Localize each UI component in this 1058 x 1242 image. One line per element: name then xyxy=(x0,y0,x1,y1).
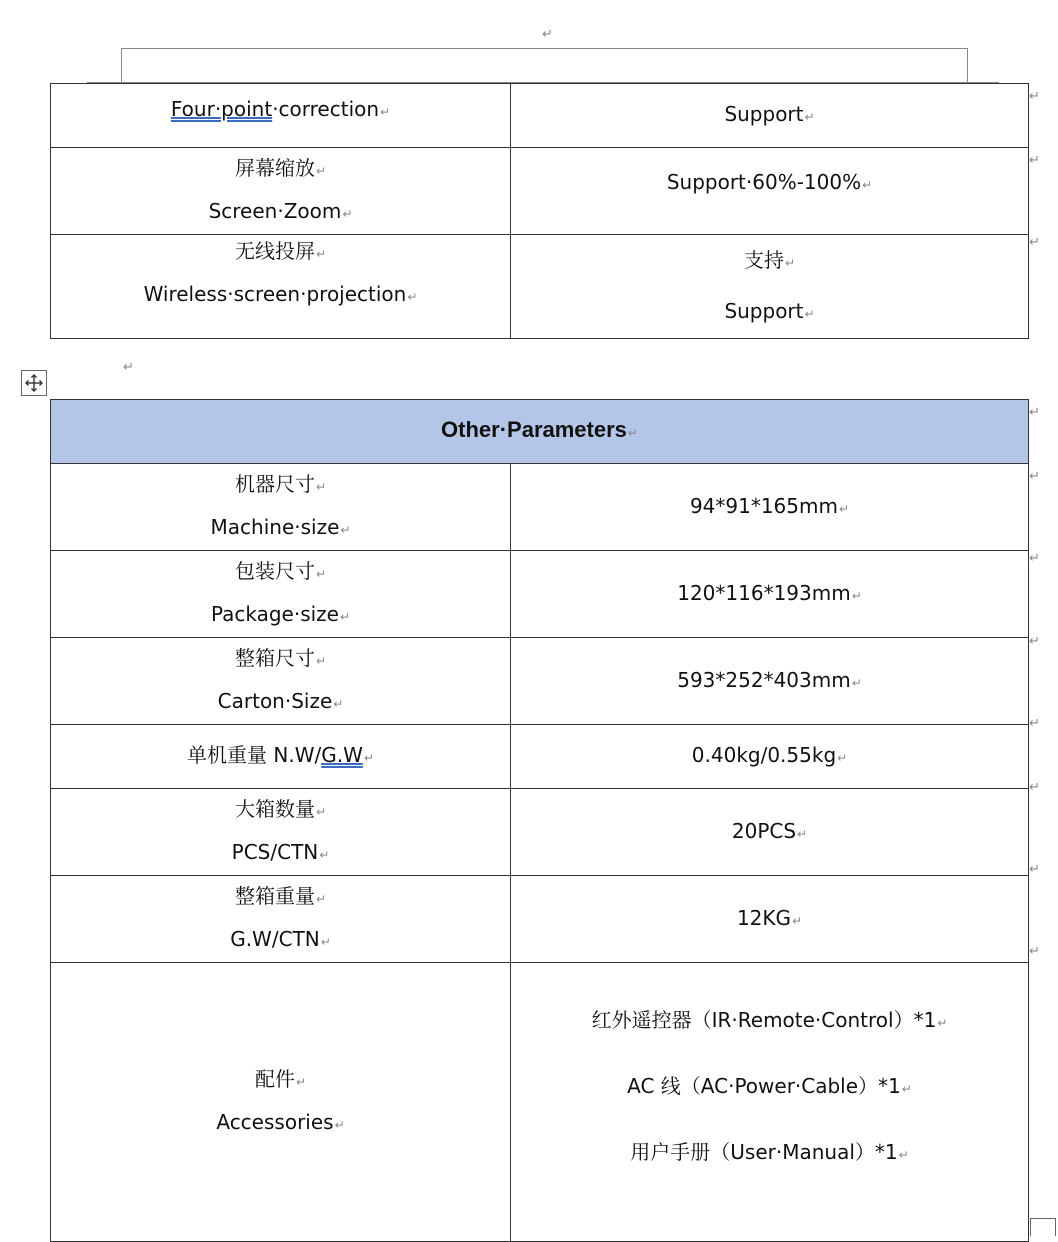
paragraph-mark: ↵ xyxy=(407,289,418,304)
table-cell-label[interactable] xyxy=(51,235,511,339)
paragraph-mark: ↵ xyxy=(319,848,330,862)
table-cell-label[interactable] xyxy=(51,876,511,963)
value-text: 94*91*165mm xyxy=(689,493,838,518)
table-cell-value[interactable] xyxy=(511,876,1029,963)
paragraph-mark: ↵ xyxy=(315,567,327,581)
paragraph-mark: ↵ xyxy=(315,805,327,819)
row-end-mark: ↵ xyxy=(1029,551,1040,566)
label-en: Wireless·screen·projection xyxy=(143,281,407,306)
table-cell-value[interactable] xyxy=(511,638,1029,725)
paragraph-mark: ↵ xyxy=(901,1082,912,1096)
row-end-mark: ↵ xyxy=(1029,780,1040,795)
table-row xyxy=(51,551,1029,638)
table-row xyxy=(51,725,1029,789)
label-en: Accessories xyxy=(216,1110,334,1134)
label-cn: 包装尺寸 xyxy=(234,559,315,583)
table-cell-value[interactable] xyxy=(511,963,1029,1242)
table-cell-label[interactable] xyxy=(51,789,511,876)
paragraph-mark: ↵ xyxy=(315,480,327,494)
table-cell-label[interactable] xyxy=(51,638,511,725)
paragraph-mark: ↵ xyxy=(295,1075,307,1089)
row-end-mark: ↵ xyxy=(1029,235,1040,250)
paragraph-mark: ↵ xyxy=(342,207,353,221)
label-en: Package·size xyxy=(210,602,339,626)
paragraph-mark: ↵ xyxy=(937,1016,948,1030)
paragraph-mark: ↵ xyxy=(380,105,391,119)
label-underlined: Four·point xyxy=(170,97,273,121)
label-underlined: G.W xyxy=(321,743,363,767)
table-row xyxy=(51,464,1029,551)
table-cell-label[interactable] xyxy=(51,464,511,551)
label-cn: 大箱数量 xyxy=(234,797,315,821)
table-cell-value[interactable] xyxy=(511,235,1029,339)
value-text: Support xyxy=(724,102,804,126)
paragraph-mark: ↵ xyxy=(784,255,796,270)
label-cn: 整箱重量 xyxy=(234,884,315,908)
table-resize-handle[interactable] xyxy=(1030,1218,1056,1236)
table-cell-label[interactable] xyxy=(51,148,511,235)
paragraph-mark: ↵ xyxy=(320,935,331,949)
table-row xyxy=(51,148,1029,235)
value-text: 120*116*193mm xyxy=(677,580,851,605)
paragraph-mark: ↵ xyxy=(851,675,862,690)
row-end-mark: ↵ xyxy=(1029,153,1040,168)
paragraph-mark: ↵ xyxy=(792,913,803,928)
table-header-row xyxy=(51,400,1029,464)
paragraph-mark: ↵ xyxy=(340,523,351,537)
label-en: Machine·size xyxy=(210,515,340,539)
header-paragraph-mark: ↵ xyxy=(542,27,553,42)
value-text: 593*252*403mm xyxy=(677,667,851,692)
label-en: Carton·Size xyxy=(217,689,333,713)
paragraph-mark: ↵ xyxy=(627,426,638,440)
accessory-item: 红外遥控器（IR·Remote·Control）*1 xyxy=(591,1008,937,1032)
row-end-mark: ↵ xyxy=(1029,716,1040,731)
paragraph-mark: ↵ xyxy=(315,246,327,261)
paragraph-mark: ↵ xyxy=(862,177,873,192)
label-en: PCS/CTN xyxy=(231,840,319,864)
paragraph-mark: ↵ xyxy=(334,1118,345,1132)
value-text: Support·60%-100% xyxy=(666,169,862,194)
label-cn: 配件 xyxy=(254,1067,295,1091)
label-rest: ·correction xyxy=(272,97,380,121)
accessory-item: 用户手册（User·Manual）*1 xyxy=(630,1140,898,1164)
paragraph-mark: ↵ xyxy=(315,654,327,668)
table-row xyxy=(51,789,1029,876)
table-cell-value[interactable] xyxy=(511,551,1029,638)
paragraph-mark: ↵ xyxy=(837,751,848,765)
paragraph-mark: ↵ xyxy=(804,110,815,124)
paragraph-mark: ↵ xyxy=(315,892,327,906)
paragraph-mark: ↵ xyxy=(123,360,134,375)
table-row xyxy=(51,876,1029,963)
table-cell-value[interactable] xyxy=(511,725,1029,789)
paragraph-mark: ↵ xyxy=(339,610,351,624)
spec-table xyxy=(50,83,1029,339)
paragraph-mark: ↵ xyxy=(363,751,374,765)
table-cell-value[interactable] xyxy=(511,789,1029,876)
row-end-mark: ↵ xyxy=(1029,634,1040,649)
label-text: 单机重量 N.W/ xyxy=(187,743,322,767)
table-cell-label[interactable] xyxy=(51,725,511,789)
paragraph-mark: ↵ xyxy=(851,588,862,603)
paragraph-mark: ↵ xyxy=(333,697,344,711)
table-row xyxy=(51,235,1029,339)
paragraph-mark: ↵ xyxy=(898,1148,909,1162)
label-cn: 机器尺寸 xyxy=(234,472,315,496)
row-end-mark: ↵ xyxy=(1029,944,1040,959)
other-parameters-table xyxy=(50,399,1029,1242)
paragraph-mark: ↵ xyxy=(315,164,327,178)
label-cn: 无线投屏 xyxy=(234,238,315,263)
paragraph-mark: ↵ xyxy=(838,501,850,516)
header-frame xyxy=(121,48,968,83)
paragraph-mark: ↵ xyxy=(804,306,815,321)
paragraph-mark: ↵ xyxy=(797,826,808,841)
table-cell-value[interactable] xyxy=(511,464,1029,551)
table-row xyxy=(51,638,1029,725)
table-header-cell[interactable] xyxy=(51,400,1029,464)
accessory-item: AC 线（AC·Power·Cable）*1 xyxy=(627,1074,901,1098)
row-end-mark: ↵ xyxy=(1029,469,1040,484)
table-header-title: Other·Parameters xyxy=(441,417,627,442)
value-text: 0.40kg/0.55kg xyxy=(691,743,837,767)
table-cell-label[interactable] xyxy=(51,963,511,1242)
table-cell-label[interactable] xyxy=(51,84,511,148)
row-end-mark: ↵ xyxy=(1029,405,1040,420)
label-en: G.W/CTN xyxy=(230,927,320,951)
table-cell-value[interactable] xyxy=(511,84,1029,148)
table-row-accessories xyxy=(51,963,1029,1242)
label-cn: 屏幕缩放 xyxy=(234,156,315,180)
row-end-mark: ↵ xyxy=(1029,89,1040,104)
value-text: 支持 xyxy=(743,247,784,272)
table-row xyxy=(51,84,1029,148)
row-end-mark: ↵ xyxy=(1029,862,1040,877)
table-move-handle-icon[interactable] xyxy=(21,370,47,396)
value-text: Support xyxy=(724,298,804,323)
table-cell-label[interactable] xyxy=(51,551,511,638)
label-en: Screen·Zoom xyxy=(208,199,342,223)
label-cn: 整箱尺寸 xyxy=(234,646,315,670)
table-cell-value[interactable] xyxy=(511,148,1029,235)
value-text: 12KG xyxy=(736,905,791,930)
value-text: 20PCS xyxy=(731,818,797,843)
